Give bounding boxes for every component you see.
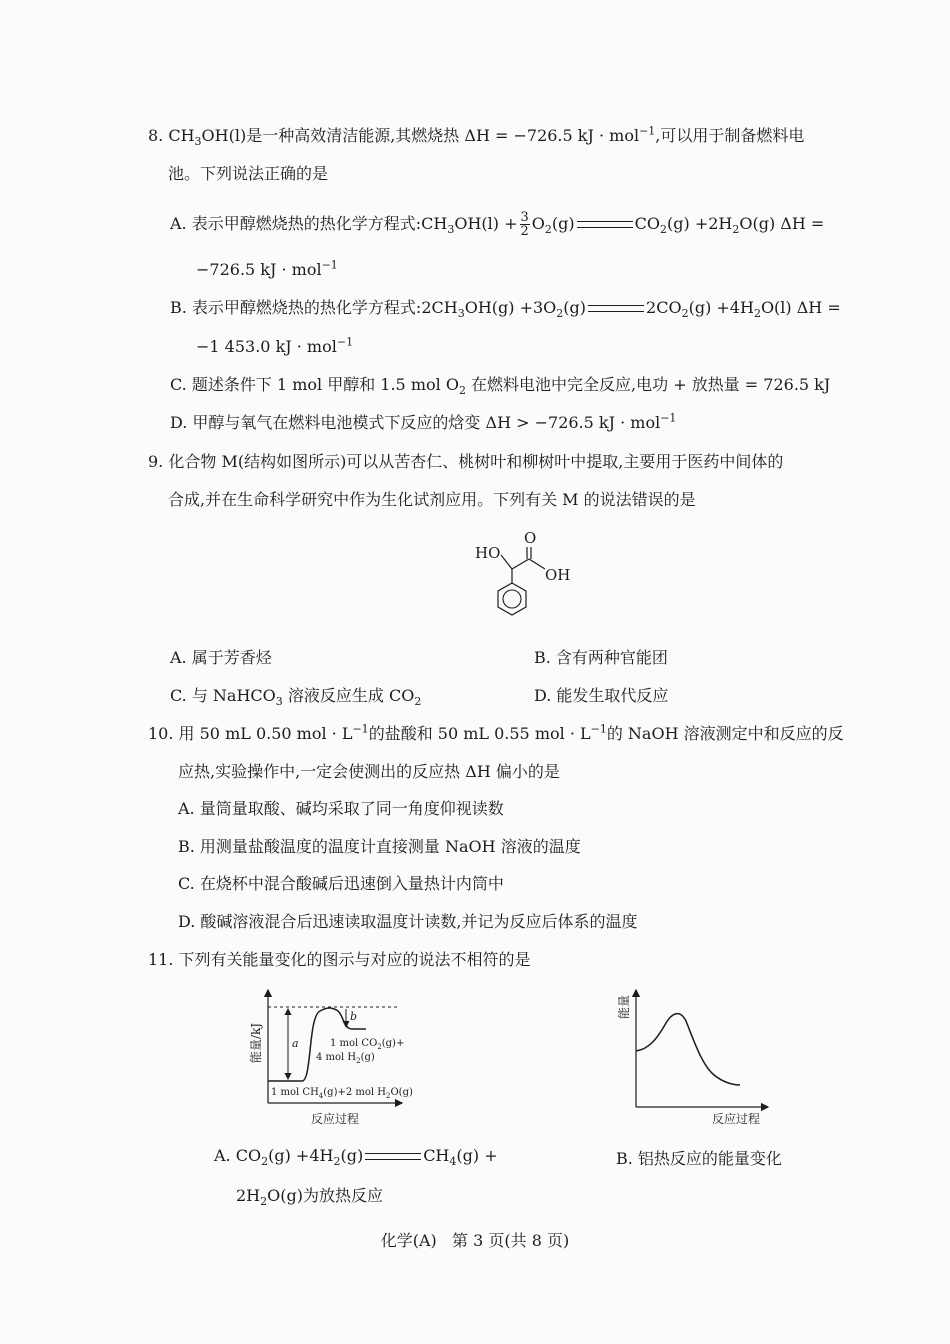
figure-a-top-state-line1: 1 mol $CO_2(g)+$ <box>330 1038 405 1051</box>
equilibrium-double-line <box>577 221 633 228</box>
figure-b-energy-diagram <box>610 985 780 1130</box>
q8-option-b-line2: −1 453.0 kJ · mol$^{-1}$ <box>196 335 354 356</box>
q9-option-d: D. 能发生取代反应 <box>534 686 669 705</box>
q10-stem-line2: 应热,实验操作中,一定会使测出的反应热 ΔH 偏小的是 <box>178 762 560 781</box>
struct-carbonyl-o-label: O <box>524 529 537 547</box>
figure-b-x-label: 反应过程 <box>711 1112 761 1126</box>
figure-a-top-state-line2: 4 mol $H_2(g)$ <box>316 1052 375 1065</box>
q9-stem-line1: 9. 化合物 M(结构如图所示)可以从苦杏仁、桃树叶和柳树叶中提取,主要用于医药中间体的 <box>148 452 784 471</box>
figure-b-energy-curve <box>636 1014 740 1085</box>
q8-option-d: D. 甲醇与氧气在燃料电池模式下反应的焓变 ΔH > −726.5 kJ · mol$^{-1}$ <box>170 411 677 432</box>
figure-a-bottom-state: 1 mol $CH_4(g)+2$ mol $H_2O(g)$ <box>271 1087 413 1100</box>
q8-option-c: C. 题述条件下 1 mol 甲醇和 1.5 mol $O_2$ 在燃料电池中完全反应,电功 + 放热量 = 726.5 kJ <box>170 375 831 398</box>
q8-option-a: A. 表示甲醇燃烧热的热化学方程式$:CH_3OH(l)$ + $\frac{3}{2}$ $O_2(g)$ $CO_2(g) +2H_2O(g) \Delta H$ = <box>170 210 825 239</box>
figure-a-label-a: a <box>292 1037 299 1050</box>
struct-ho-label: HO <box>475 544 501 562</box>
q10-option-b: B. 用测量盐酸温度的温度计直接测量 NaOH 溶液的温度 <box>178 837 581 856</box>
figure-a-x-label: 反应过程 <box>310 1112 360 1126</box>
q11-caption-a-line2: $2H_2O(g)$为放热反应 <box>236 1186 383 1209</box>
q9-option-c: C. 与 NaHCO$_3$ 溶液反应生成 $CO_2$ <box>170 686 422 709</box>
q10-stem-line1: 10. 用 50 mL 0.50 mol · $L^{-1}$的盐酸和 50 mL 0.55 mol · $L^{-1}$的 NaOH 溶液测定中和反应的反 <box>148 722 844 743</box>
figure-a-energy-diagram <box>240 985 430 1130</box>
q8-option-a-line2: −726.5 kJ · mol$^{-1}$ <box>196 258 338 279</box>
q10-option-d: D. 酸碱溶液混合后迅速读取温度计读数,并记为反应后体系的温度 <box>178 912 638 931</box>
equilibrium-double-line <box>588 305 644 312</box>
figure-a-label-b: b <box>350 1010 358 1023</box>
q11-stem: 11. 下列有关能量变化的图示与对应的说法不相符的是 <box>148 950 531 969</box>
mandelic-acid-structure <box>465 525 585 635</box>
q10-option-a: A. 量筒量取酸、碱均采取了同一角度仰视读数 <box>178 799 504 818</box>
fraction-three-halves: $\frac{3}{2}$ <box>520 210 529 239</box>
q9-option-b: B. 含有两种官能团 <box>534 648 668 667</box>
figure-a-y-label: 能量/kJ <box>249 1022 263 1064</box>
q11-caption-a: A. $CO_2(g) +4H_2(g) CH_4(g)$ + <box>214 1146 498 1169</box>
q9-stem-line2: 合成,并在生命科学研究中作为生化试剂应用。下列有关 M 的说法错误的是 <box>168 490 696 509</box>
q8-stem-line1: 8. $CH_3OH(l)$是一种高效清洁能源,其燃烧热 ΔH = −726.5 kJ · mol$^{-1}$,可以用于制备燃料电 <box>148 124 805 149</box>
q8-stem-line2: 池。下列说法正确的是 <box>168 164 329 183</box>
struct-oh-label: OH <box>545 566 571 584</box>
equilibrium-double-line <box>365 1153 421 1160</box>
q9-option-a: A. 属于芳香烃 <box>170 648 272 667</box>
figure-b-y-label: 能量 <box>617 994 631 1020</box>
q10-option-c: C. 在烧杯中混合酸碱后迅速倒入量热计内筒中 <box>178 874 504 893</box>
q11-caption-b: B. 铝热反应的能量变化 <box>616 1149 782 1168</box>
page-footer: 化学(A) 第 3 页(共 8 页) <box>380 1231 570 1250</box>
q8-option-b: B. 表示甲醇燃烧热的热化学方程式$:2CH_3OH(g) +3O_2(g)$ $2CO_2(g) +4H_2O(l) \Delta H$ = <box>170 298 841 321</box>
